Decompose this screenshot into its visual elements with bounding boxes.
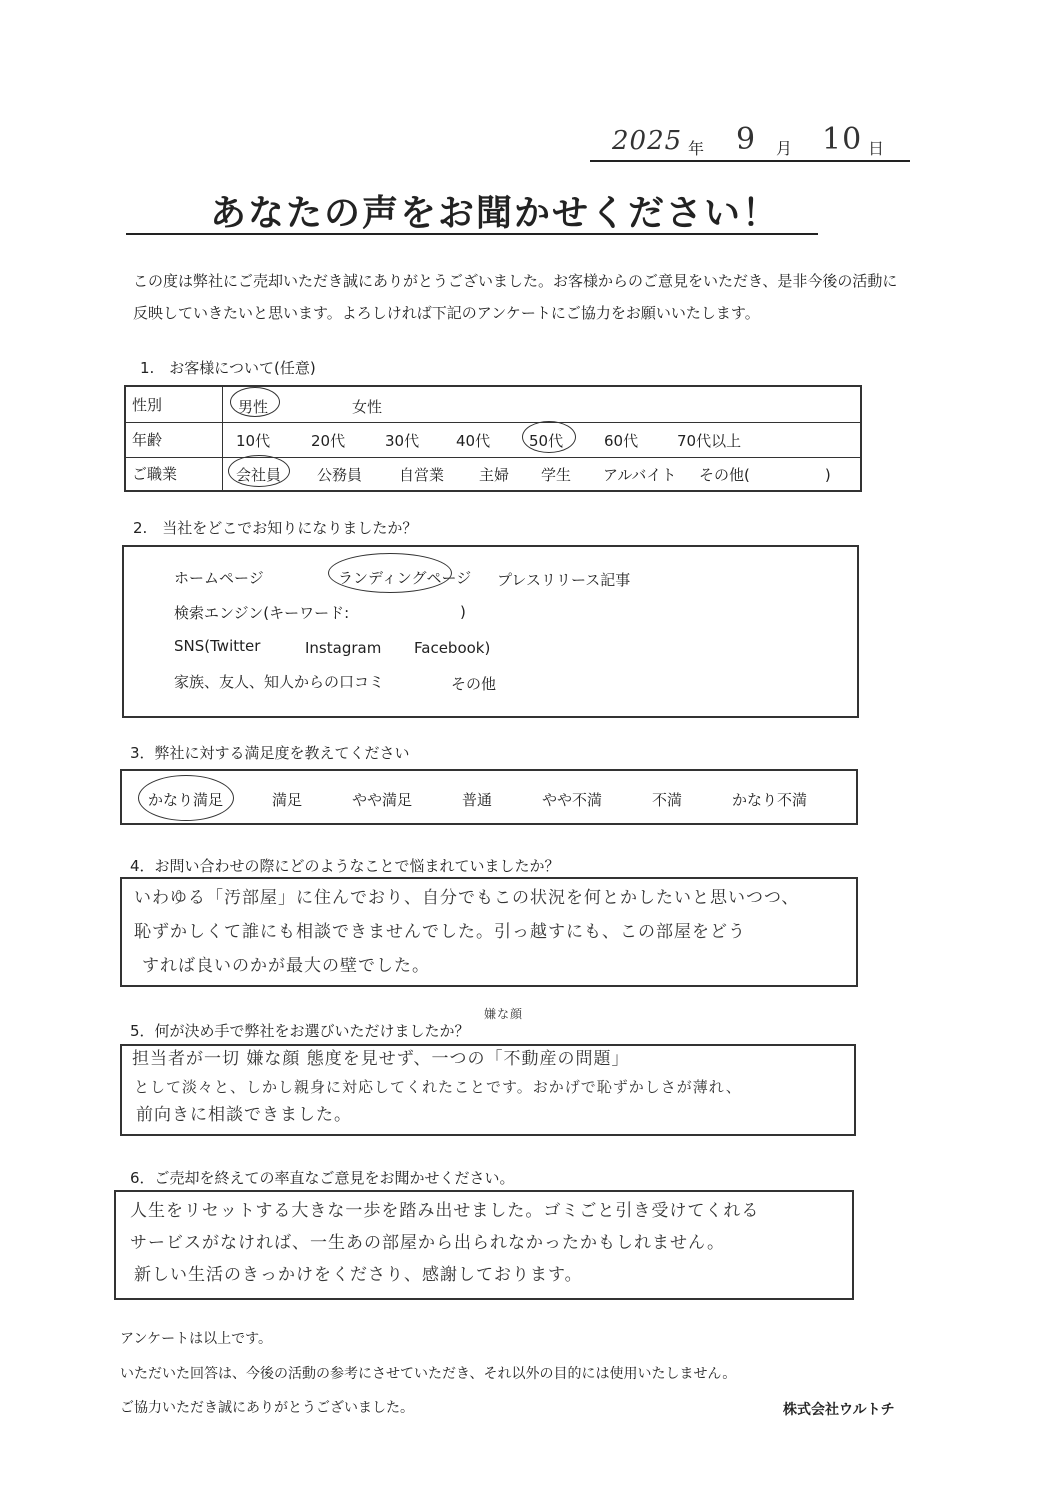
job-option-part-time[interactable]: アルバイト [603,466,677,484]
date-year: 2025 [612,126,683,156]
q1-row-divider-2 [126,457,860,458]
date-day: 10 [822,122,863,157]
job-label: ご職業 [132,465,178,483]
q2-heading: 2. 当社をどこでお知りになりましたか？ [133,519,418,537]
q2-option-press-release[interactable]: プレスリリース記事 [497,571,631,589]
q4-answer-box [120,877,858,987]
q2-search-close: ) [460,603,466,621]
date-day-label: 日 [868,139,885,158]
q3-option-neutral[interactable]: 普通 [462,791,493,809]
job-option-employee[interactable]: 会社員 [236,466,282,484]
job-option-student[interactable]: 学生 [541,466,572,484]
age-option-40s[interactable]: 40代 [456,432,491,450]
q4-heading: 4．お問い合わせの際にどのようなことで悩まれていましたか？ [130,857,560,875]
date-month: 9 [736,122,757,157]
footer-line-1: アンケートは以上です。 [120,1331,273,1347]
age-selected-circle [522,421,576,453]
intro-line-2: 反映していきたいと思います。よろしければ下記のアンケートにご協力をお願いいたします。 [133,304,760,322]
q4-answer-line-3: すれば良いのかが最大の壁でした。 [142,956,430,976]
job-selected-circle [228,455,290,487]
job-option-civil-servant[interactable]: 公務員 [317,466,363,484]
q5-answer-line-1: 担当者が一切 嫌な顔 態度を見せず、一つの「不動産の問題」 [132,1049,630,1069]
q1-table [124,385,862,492]
q5-heading: 5．何が決め手で弊社をお選びいただけましたか？ [130,1022,470,1040]
q2-box [122,545,859,718]
age-option-70s-plus[interactable]: 70代以上 [677,432,742,450]
q6-answer-box [114,1190,854,1300]
q3-option-somewhat-dissatisfied[interactable]: やや不満 [542,791,603,809]
q5-answer-line-3: 前向きに相談できました。 [136,1105,352,1125]
q4-answer-line-2: 恥ずかしくて誰にも相談できませんでした。引っ越すにも、この部屋をどう [134,922,746,942]
q5-answer-box [120,1044,856,1136]
gender-option-female[interactable]: 女性 [352,398,383,416]
q4-answer-line-1: いわゆる「汚部屋」に住んでおり、自分でもこの状況を何とかしたいと思いつつ、 [134,888,800,908]
date-line [590,160,910,162]
job-option-self-employed[interactable]: 自営業 [399,466,445,484]
job-option-homemaker[interactable]: 主婦 [479,466,510,484]
age-option-30s[interactable]: 30代 [385,432,420,450]
q2-selected-circle [328,553,452,593]
q3-heading: 3．弊社に対する満足度を教えてください [130,744,410,762]
q3-option-somewhat-satisfied[interactable]: やや満足 [352,791,413,809]
q6-heading: 6．ご売却を終えての率直なご意見をお聞かせください。 [130,1169,515,1187]
q1-heading: 1. お客様について(任意) [140,359,316,377]
q6-answer-line-1: 人生をリセットする大きな一歩を踏み出せました。ゴミごと引き受けてくれる [130,1201,760,1221]
gender-selected-circle [230,387,280,417]
age-option-60s[interactable]: 60代 [604,432,639,450]
q3-option-satisfied[interactable]: 満足 [272,791,303,809]
age-option-20s[interactable]: 20代 [311,432,346,450]
date-year-label: 年 [688,139,705,158]
q3-selected-circle [138,775,234,821]
date-month-label: 月 [776,139,793,158]
gender-option-male[interactable]: 男性 [238,398,269,416]
q5-answer-line-2: として淡々と、しかし親身に対応してくれたことです。おかげで恥ずかしさが薄れ、 [134,1078,742,1096]
q2-option-word-of-mouth[interactable]: 家族、友人、知人からの口コミ [174,673,385,691]
q6-answer-line-3: 新しい生活のきっかけをくださり、感謝しております。 [134,1265,583,1285]
q2-option-search-engine[interactable]: 検索エンジン(キーワード: [174,604,350,622]
q2-option-landing-page[interactable]: ランディングページ [338,569,472,587]
q3-option-dissatisfied[interactable]: 不満 [652,791,683,809]
job-option-other[interactable]: その他( ) [699,466,831,484]
footer-line-2: いただいた回答は、今後の活動の参考にさせていただき、それ以外の目的には使用いたしません。 [120,1366,737,1382]
intro-line-1: この度は弊社にご売却いただき誠にありがとうございました。お客様からのご意見をいただき、是非今後の活動に [133,272,898,290]
q1-label-divider [222,387,223,490]
q3-option-very-dissatisfied[interactable]: かなり不満 [732,791,808,809]
title-underline [126,233,818,235]
age-option-50s[interactable]: 50代 [529,432,564,450]
age-option-10s[interactable]: 10代 [236,432,271,450]
age-label: 年齢 [132,431,163,449]
q6-answer-line-2: サービスがなければ、一生あの部屋から出られなかったかもしれません。 [130,1233,726,1253]
q2-option-other[interactable]: その他 [451,675,497,693]
q2-option-instagram[interactable]: Instagram [305,639,382,657]
q3-box [120,769,858,825]
q2-option-homepage[interactable]: ホームページ [174,569,264,587]
gender-label: 性別 [132,396,163,414]
q5-insert-note: 嫌な顔 [484,1007,524,1021]
q2-option-facebook[interactable]: Facebook) [414,639,491,657]
company-name: 株式会社ウルトチ [783,1402,895,1418]
q1-row-divider-1 [126,422,860,423]
intro-text [133,265,897,329]
q2-option-sns-twitter[interactable]: SNS(Twitter [174,637,261,655]
page-title: あなたの声をお聞かせください！ [210,193,781,234]
q3-option-very-satisfied[interactable]: かなり満足 [148,791,224,809]
footer-line-3: ご協力いただき誠にありがとうございました。 [120,1400,414,1416]
